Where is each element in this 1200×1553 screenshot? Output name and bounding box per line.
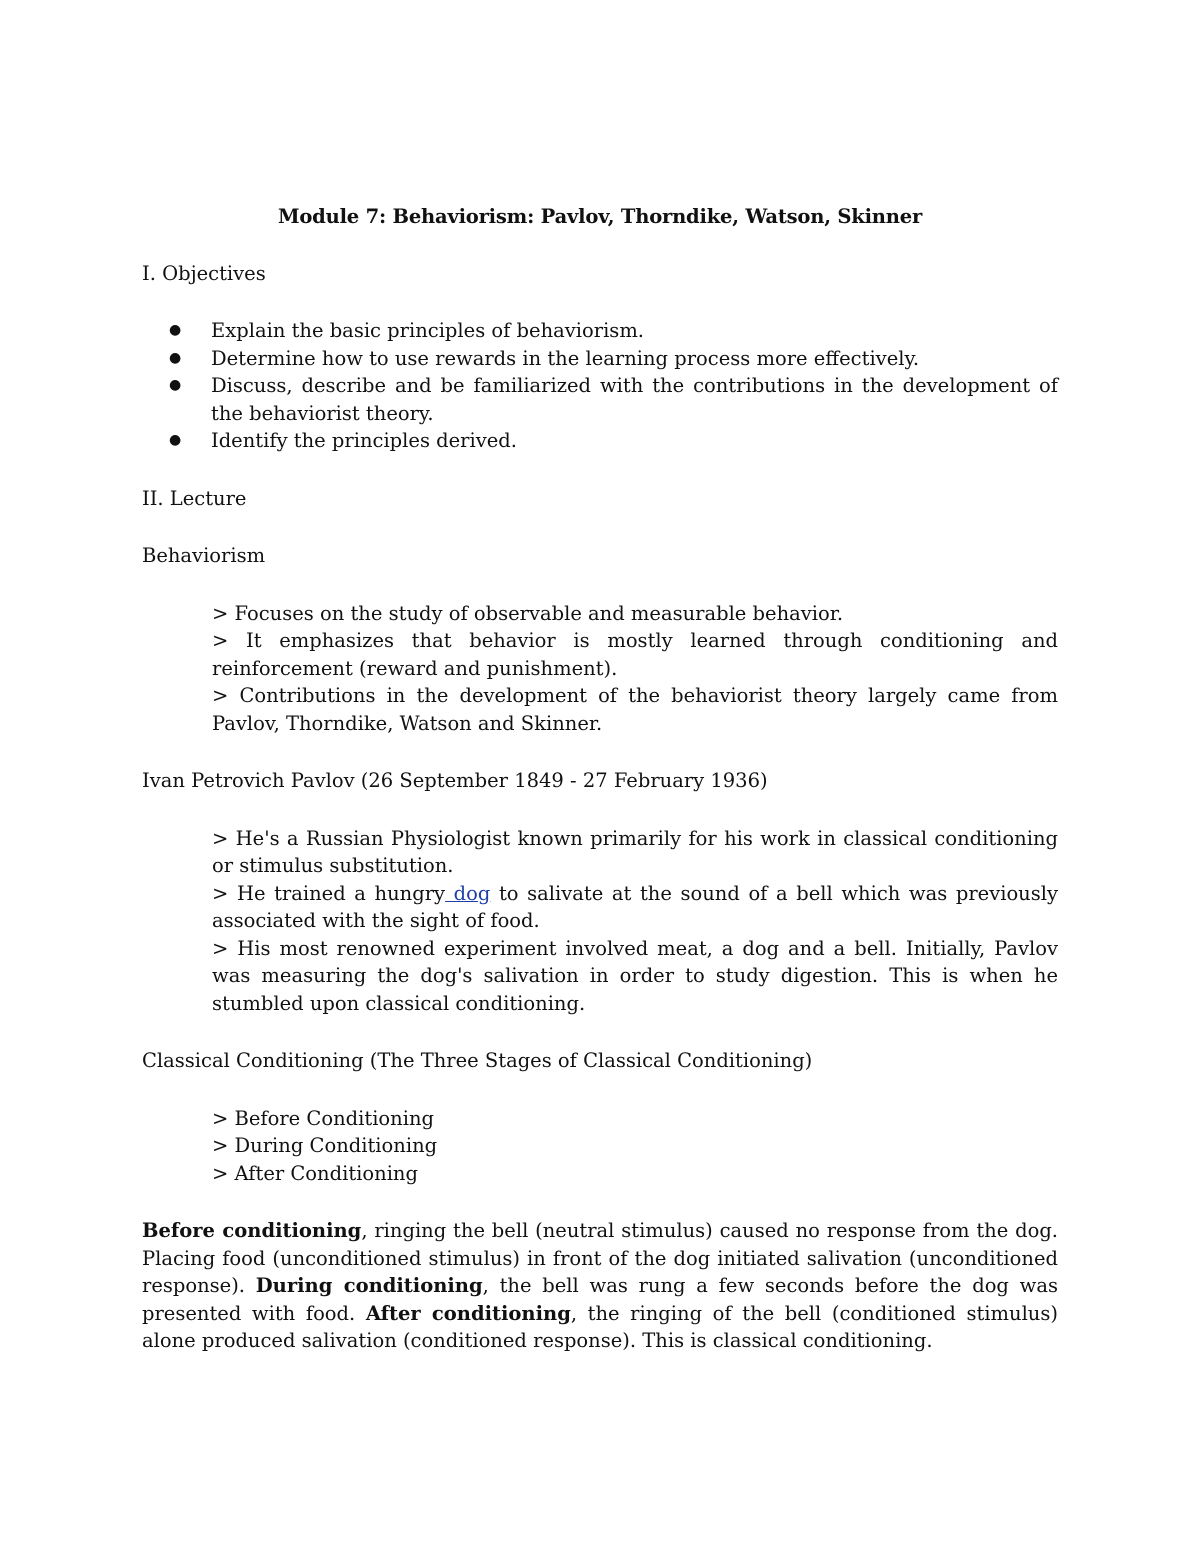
- summary-bold-term: Before conditioning: [142, 1219, 362, 1242]
- summary-text: , ringing the bell (neutral stimulus) caused no response from the dog. Placing food (unconditioned stimulus) in front of the dog initiated salivation (unconditioned response).: [142, 1219, 1059, 1297]
- objective-text: Explain the basic principles of behaviorism.: [211, 319, 645, 342]
- pavlov-point: > His most renowned experiment involved meat, a dog and a bell. Initially, Pavlov was measuring the dog's salivation in order to study digestion. This is when he stumbled upon classical conditioning.: [212, 936, 1058, 1015]
- stage-item: > Before Conditioning: [212, 1106, 435, 1130]
- pavlov-heading: Ivan Petrovich Pavlov (26 September 1849 - 27 February 1936): [142, 769, 768, 792]
- list-item: [169, 317, 1058, 345]
- bullet-icon: ●: [169, 322, 182, 338]
- pavlov-point-text: > He trained a hungry: [212, 881, 446, 905]
- objectives-list: [142, 317, 1058, 455]
- objective-text: Discuss, describe and be familiarized with the contributions in the development of the behaviorist theory.: [211, 374, 1058, 425]
- behaviorism-points: [212, 600, 1058, 738]
- pavlov-point: > He's a Russian Physiologist known primarily for his work in classical conditioning or stimulus substitution.: [212, 826, 1058, 877]
- summary-text: , the bell was rung a few seconds before the dog was presented with food.: [142, 1274, 1058, 1325]
- bullet-icon: ●: [169, 432, 182, 448]
- dog-link[interactable]: dog: [445, 881, 491, 905]
- list-item: [169, 372, 1058, 427]
- stage-item: > During Conditioning: [212, 1134, 438, 1157]
- behaviorism-point: > Focuses on the study of observable and measurable behavior.: [212, 601, 844, 625]
- bullet-icon: ●: [169, 349, 182, 366]
- list-item: [169, 427, 1058, 455]
- objective-text: Identify the principles derived.: [211, 429, 517, 452]
- objective-text: Determine how to use rewards in the learning process more effectively.: [211, 346, 920, 370]
- behaviorism-point: > Contributions in the development of the behaviorist theory largely came from Pavlov, Thorndike, Watson and Skinner.: [212, 684, 1058, 735]
- summary-bold-term: During conditioning: [255, 1274, 483, 1297]
- classical-conditioning-heading: Classical Conditioning (The Three Stages of Classical Conditioning): [142, 1049, 813, 1072]
- pavlov-point-text: to salivate at the sound of a bell which was previously associated with the sight of food.: [212, 881, 1059, 932]
- stage-item: > After Conditioning: [212, 1161, 418, 1185]
- summary-text: , the ringing of the bell (conditioned stimulus) alone produced salivation (conditioned response). This is classical conditioning.: [142, 1301, 1058, 1352]
- lecture-heading: II. Lecture: [142, 486, 247, 510]
- document-body: [142, 203, 1058, 1355]
- behaviorism-point: > It emphasizes that behavior is mostly learned through conditioning and reinforcement (reward and punishment).: [212, 629, 1058, 680]
- document-title: Module 7: Behaviorism: Pavlov, Thorndike, Watson, Skinner: [277, 205, 923, 228]
- summary-paragraph: [142, 1217, 1058, 1355]
- behaviorism-heading: Behaviorism: [142, 544, 266, 567]
- list-item: [169, 345, 1058, 373]
- conditioning-stages: [212, 1105, 1058, 1188]
- pavlov-points: [212, 825, 1058, 1018]
- objectives-heading: I. Objectives: [142, 261, 266, 285]
- bullet-icon: ●: [169, 377, 182, 393]
- pavlov-point: [212, 880, 1058, 935]
- summary-bold-term: After conditioning: [365, 1301, 571, 1325]
